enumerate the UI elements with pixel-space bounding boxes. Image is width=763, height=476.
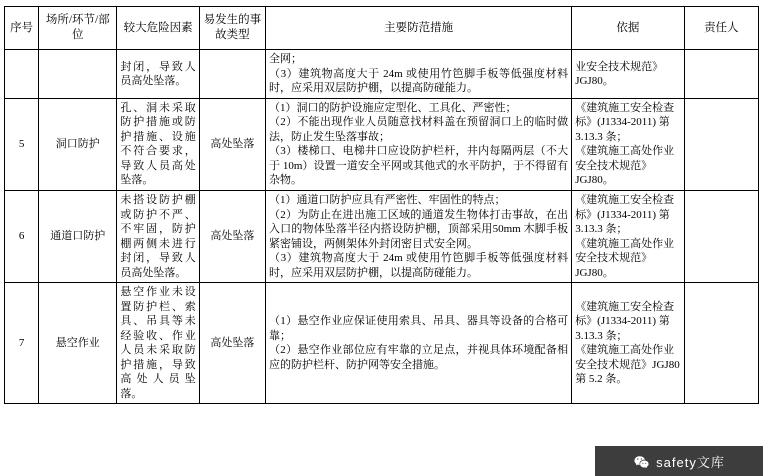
header-basis: 依据 <box>572 7 684 50</box>
table-row <box>5 98 759 190</box>
cell-no: 5 <box>5 98 39 190</box>
measure-line: 全网； <box>268 53 302 66</box>
cell-person <box>684 190 758 282</box>
header-accident-type: 易发生的事故类型 <box>199 7 265 50</box>
cell-place: 洞口防护 <box>39 98 117 190</box>
basis-line: 《建筑施工高处作业安全技术规范》JGJ80。 <box>575 145 675 187</box>
basis-line: 业安全技术规范》JGJ80。 <box>575 60 664 88</box>
measure-line: （2）悬空作业部位应有牢靠的立足点，并视具体环境配备相应的防护栏杆、防护网等安全措施。 <box>268 344 569 371</box>
header-factor: 较大危险因素 <box>117 7 199 50</box>
cell-person <box>684 98 758 190</box>
cell-accident-type: 高处坠落 <box>199 98 265 190</box>
cell-place: 悬空作业 <box>39 283 117 404</box>
cell-factor: 孔、洞未采取防护措施或防护措施、设施不符合要求，导致人员高处坠落。 <box>117 98 199 190</box>
measure-line: （1）洞口的防护设施应定型化、工具化、严密性； <box>268 101 517 114</box>
risk-control-table <box>4 6 759 404</box>
cell-basis <box>572 190 684 282</box>
cell-person <box>684 50 758 99</box>
cell-measures <box>265 50 571 99</box>
cell-no <box>5 50 39 99</box>
measure-line: （3）建筑物高度大于 24m 或使用竹笆脚手板等低强度材料时，应采用双层防护棚，以提高防碰能力。 <box>268 67 569 95</box>
cell-place: 通道口防护 <box>39 190 117 282</box>
document-page <box>0 6 763 476</box>
cell-measures <box>265 98 571 190</box>
header-person: 责任人 <box>684 7 758 50</box>
basis-line: 《建筑施工安全检查标》(J1334-2011) 第 3.13.3 条； <box>575 193 675 236</box>
measure-line: （1）通道口防护应具有严密性、牢固性的特点； <box>268 193 506 206</box>
table-row <box>5 50 759 99</box>
table-row <box>5 190 759 282</box>
watermark-badge <box>595 446 763 476</box>
cell-factor: 未搭设防护棚或防护不严、不牢固，防护棚两侧未进行封闭，导致人员高处坠落。 <box>117 190 199 282</box>
cell-basis <box>572 98 684 190</box>
cell-accident-type <box>199 50 265 99</box>
cell-no: 6 <box>5 190 39 282</box>
header-place: 场所/环节/部位 <box>39 7 117 50</box>
header-measures: 主要防范措施 <box>265 7 571 50</box>
measure-line: （3）楼梯口、电梯井口应设防护栏杆，井内每隔两层（不大于 10m）设置一道安全平网或其他式的水平防护，于不得留有杂物。 <box>268 145 569 187</box>
basis-line: 《建筑施工高处作业安全技术规范》JGJ80 第 5.2 条。 <box>575 344 680 386</box>
cell-factor: 悬空作业未设置防护栏、索具、吊具等未经验收、作业人员未采取防护措施，导致高处人员坠落。 <box>117 283 199 404</box>
cell-accident-type: 高处坠落 <box>199 190 265 282</box>
cell-place <box>39 50 117 99</box>
basis-line: 《建筑施工安全检查标》(J1334-2011) 第 3.13.3 条； <box>575 300 675 342</box>
watermark-label: safety文库 <box>656 454 725 470</box>
measure-line: （3）建筑物高度大于 24m 或使用竹笆脚手板等低强度材料时，应采用双层防护棚，以提高防碰能力。 <box>268 252 569 279</box>
basis-line: 《建筑施工高处作业安全技术规范》JGJ80。 <box>575 237 675 279</box>
cell-factor: 封闭，导致人员高处坠落。 <box>117 50 199 99</box>
header-no: 序号 <box>5 7 39 50</box>
cell-accident-type: 高处坠落 <box>199 283 265 404</box>
cell-person <box>684 283 758 404</box>
basis-line: 《建筑施工安全检查标》(J1334-2011) 第 3.13.3 条； <box>575 101 675 143</box>
cell-measures <box>265 283 571 404</box>
cell-basis <box>572 50 684 99</box>
measure-line: （2）为防止在进出施工区域的通道发生物体打击事故，在出入口的物体坠落半径内搭设防护棚，顶部采用50mm 木脚手板紧密铺设，两侧架体外封闭密目式安全网。 <box>268 208 569 250</box>
table-row <box>5 283 759 404</box>
table-header-row <box>5 7 759 50</box>
measure-line: （2）不能出现作业人员随意找材料盖在预留洞口上的临时做法，防止发生坠落事故； <box>268 116 569 143</box>
wechat-icon <box>633 454 650 471</box>
measure-line: （1）悬空作业应保证使用索具、吊具、器具等设备的合格可靠； <box>268 315 569 342</box>
cell-basis <box>572 283 684 404</box>
cell-no: 7 <box>5 283 39 404</box>
cell-measures <box>265 190 571 282</box>
table-body <box>5 50 759 404</box>
